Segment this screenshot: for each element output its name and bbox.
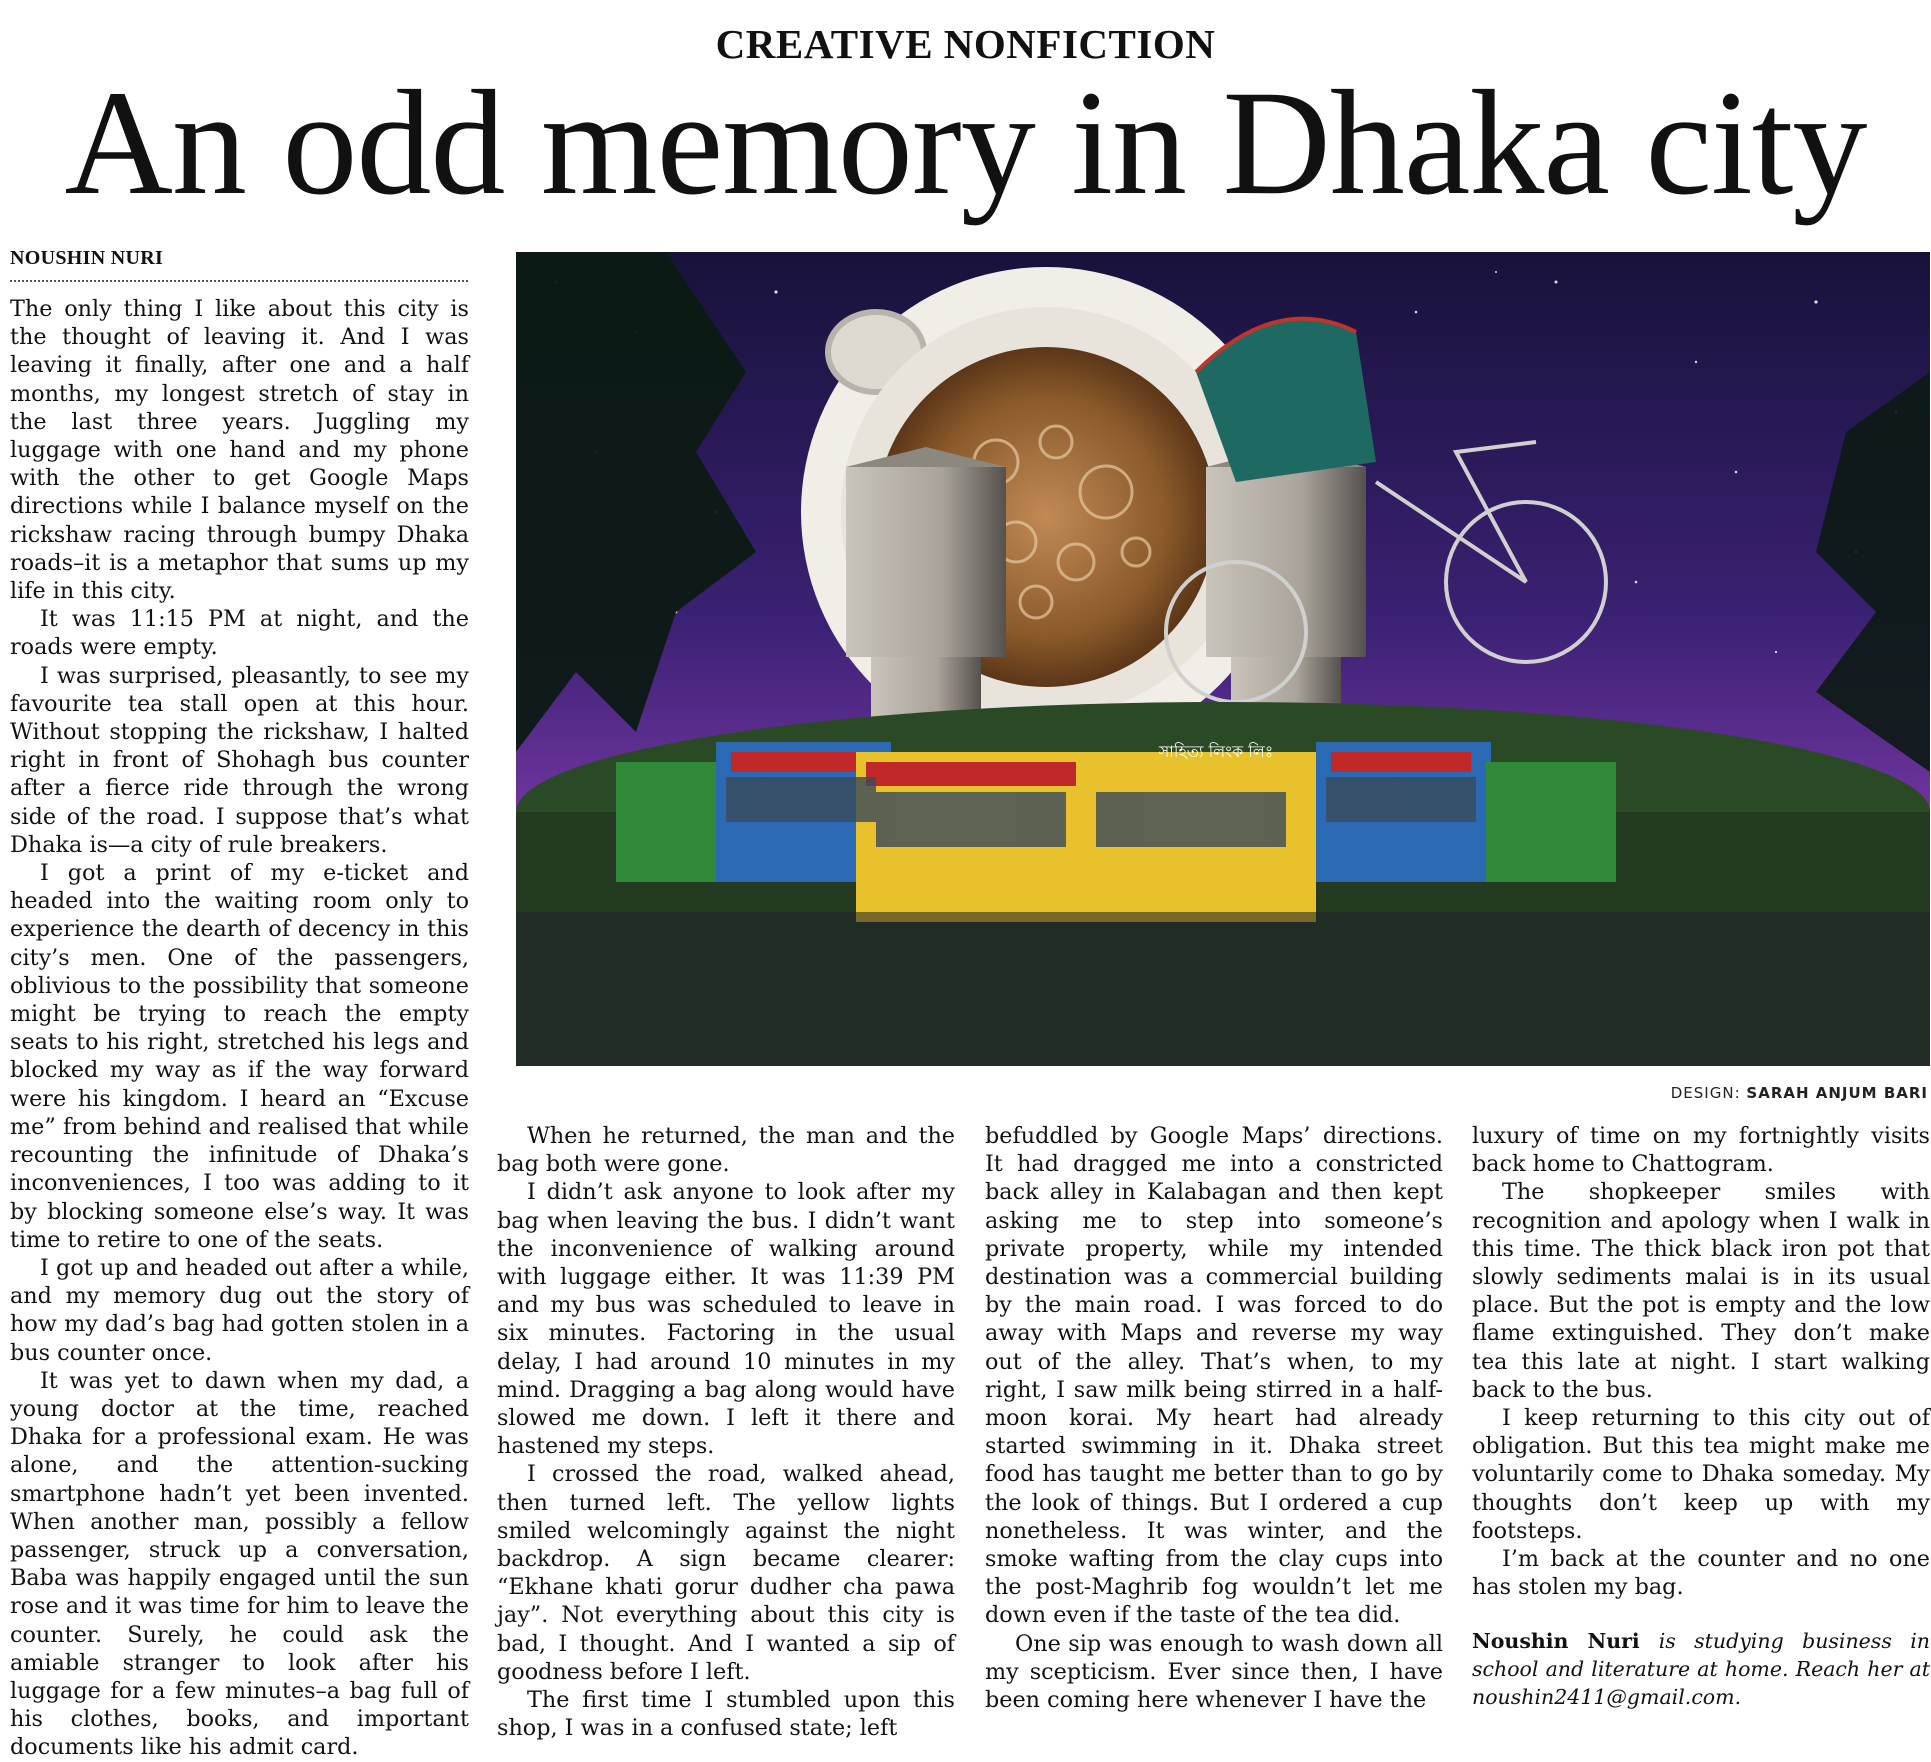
section-kicker: CREATIVE NONFICTION xyxy=(715,21,1216,67)
credit-label: DESIGN: xyxy=(1670,1084,1741,1102)
credit-name: SARAH ANJUM BARI xyxy=(1746,1084,1928,1102)
bus-sign-text: সাহিত্য লিংক লিঃ xyxy=(1158,742,1274,761)
paragraph-continued: befuddled by Google Maps’ directions. It had dragged me into a constricted back alley in Kalabagan and then kept asking me to step into someone’s private property, while my intended destination was a commercial building by the main road. I was forced to do away with Maps and reverse my way out of the alley. That’s when, to my right, I saw milk being stirred in a half-moon korai. My heart had already started swimming in it. Dhaka street food has taught me better than to go by the look of things. But I ordered a cup nonetheless. It was winter, and the smoke wafting from the clay cups into the post-Maghrib fog wouldn’t let me down even if the taste of the tea did. xyxy=(985,1123,1443,1629)
byline-divider xyxy=(10,280,468,282)
paragraph: I’m back at the counter and no one has stolen my bag. xyxy=(1472,1546,1930,1601)
illustration-collage xyxy=(516,252,1930,1066)
paragraph: I got up and headed out after a while, and my memory dug out the story of how my dad’s bag had gotten stolen in a bus counter once. xyxy=(10,1254,469,1366)
article-column-3 xyxy=(985,1122,1443,1714)
paragraph: The only thing I like about this city is the thought of leaving it. And I was leaving it finally, after one and a half months, my longest stretch of stay in the last three years. Juggling my luggage with one hand and my phone with the other to get Google Maps directions while I balance myself on the rickshaw racing through bumpy Dhaka roads–it is a metaphor that sums up my life in this city. xyxy=(10,296,469,605)
paragraph: I crossed the road, walked ahead, then turned left. The yellow lights smiled welcomingly against the night backdrop. A sign became clearer: “Ekhane khati gorur dudher cha pawa jay”. Not everything about this city is bad, I thought. And I wanted a sip of goodness before I left. xyxy=(497,1461,955,1685)
paragraph: The shopkeeper smiles with recognition and apology when I walk in this time. The thick black iron pot that slowly sediments malai is in its usual place. But the pot is empty and the low flame extinguished. They don’t make tea this late at night. I start walking back to the bus. xyxy=(1472,1179,1930,1403)
paragraph: I was surprised, pleasantly, to see my favourite tea stall open at this hour. Without stopping the rickshaw, I halted right in front of Shohagh bus counter after a fierce ride through the wrong side of the road. I suppose that’s what Dhaka is—a city of rule breakers. xyxy=(10,662,469,858)
headline: An odd memory in Dhaka city xyxy=(64,60,1867,226)
article-column-1 xyxy=(10,295,469,1762)
article-column-2 xyxy=(497,1122,955,1742)
author-bio-text: is studying business in school and literature at home. Reach her at noushin2411@gmail.com. xyxy=(1472,1629,1930,1710)
byline: NOUSHIN NURI xyxy=(10,247,164,269)
author-bio xyxy=(1472,1627,1930,1711)
design-credit xyxy=(1671,1084,1928,1102)
paragraph: It was yet to dawn when my dad, a young doctor at the time, reached Dhaka for a professional exam. He was alone, and the attention-sucking smartphone hadn’t yet been invented. When another man, possibly a fellow passenger, struck up a conversation, Baba was happily engaged until the sun rose and it was time for him to leave the counter. Surely, he could ask the amiable stranger to look after his luggage for a few minutes–a bag full of his clothes, books, and important documents like his admit card. xyxy=(10,1367,469,1761)
paragraph: I keep returning to this city out of obligation. But this tea might make me voluntarily come to Dhaka someday. My thoughts don’t keep up with my footsteps. xyxy=(1472,1405,1930,1544)
paragraph: I didn’t ask anyone to look after my bag when leaving the bus. I didn’t want the inconvenience of walking around with luggage either. It was 11:39 PM and my bus was scheduled to leave in six minutes. Factoring in the usual delay, I had around 10 minutes in my mind. Dragging a bag along would have slowed me down. I left it there and hastened my steps. xyxy=(497,1179,955,1460)
author-bio-name: Noushin Nuri xyxy=(1472,1629,1659,1654)
article-column-4 xyxy=(1472,1122,1930,1711)
paragraph-continued: luxury of time on my fortnightly visits back home to Chattogram. xyxy=(1472,1123,1930,1178)
paragraph: I got a print of my e-ticket and headed into the waiting room only to experience the dearth of decency in this city’s men. One of the passengers, oblivious to the possibility that someone might be trying to reach the empty seats to his right, stretched his legs and blocked my way as if the way forward were his kingdom. I heard an “Excuse me” from behind and realised that while recounting the infinitude of Dhaka’s inconveniences, I too was adding to it by blocking someone else’s way. It was time to retire to one of the seats. xyxy=(10,860,469,1253)
paragraph: One sip was enough to wash down all my scepticism. Ever since then, I have been coming here whenever I have the xyxy=(985,1630,1443,1714)
paragraph: It was 11:15 PM at night, and the roads were empty. xyxy=(10,606,469,661)
illustration xyxy=(516,252,1930,1066)
paragraph: The first time I stumbled upon this shop, I was in a confused state; left xyxy=(497,1687,955,1742)
paragraph: When he returned, the man and the bag both were gone. xyxy=(497,1123,955,1178)
